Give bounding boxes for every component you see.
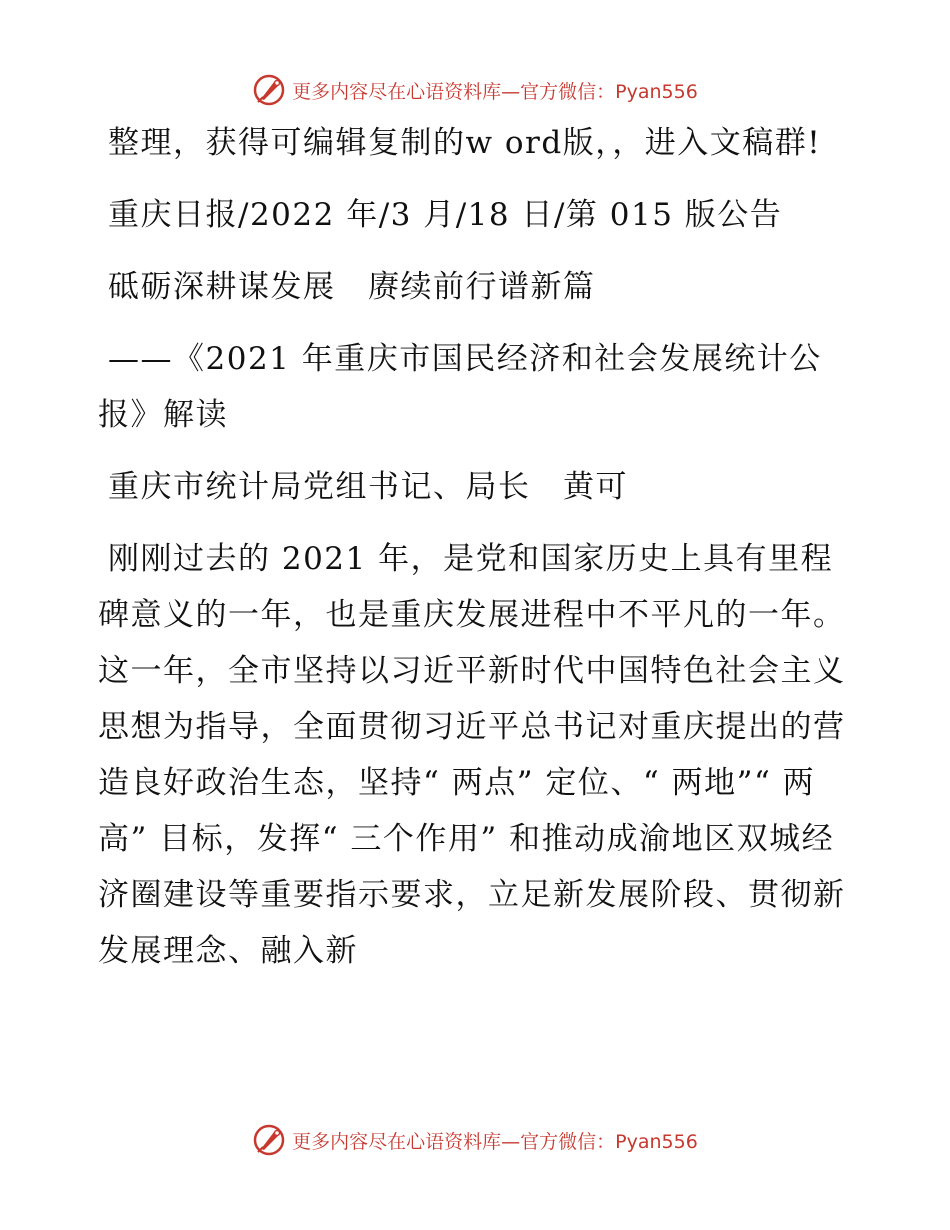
watermark-text: 更多内容尽在心语资料库—官方微信：Pyan556 <box>292 1130 698 1153</box>
header-watermark <box>0 70 950 110</box>
document-body <box>98 115 858 995</box>
feather-pen-circle-icon <box>252 73 286 107</box>
intro-paragraph: 整理，获得可编辑复制的w ord版，，进入文稿群! <box>108 125 822 161</box>
article-subtitle: ——《2021 年重庆市国民经济和社会发展统计公报》解读 <box>98 341 822 433</box>
body-paragraph: 刚刚过去的 2021 年，是党和国家历史上具有里程碑意义的一年，也是重庆发展进程中不平凡的一年。这一年，全市坚持以习近平新时代中国特色社会主义思想为指导，全面贯彻习近平总书记对重庆提出的营造良好政治生态，坚持“ 两点” 定位、“ 两地”“ 两高” 目标，发挥“ 三个作用” 和推动成渝地区双城经济圈建设等重要指示要求，立足新发展阶段、贯彻新发展理念、融入新 <box>98 541 846 969</box>
article-author: 重庆市统计局党组书记、局长 黄可 <box>108 469 628 505</box>
footer-watermark <box>0 1120 950 1160</box>
watermark-text: 更多内容尽在心语资料库—官方微信：Pyan556 <box>292 80 698 103</box>
source-line: 重庆日报/2022 年/3 月/18 日/第 015 版公告 <box>108 197 783 233</box>
article-title: 砥砺深耕谋发展 赓续前行谱新篇 <box>108 269 596 305</box>
feather-pen-circle-icon <box>252 1123 286 1157</box>
